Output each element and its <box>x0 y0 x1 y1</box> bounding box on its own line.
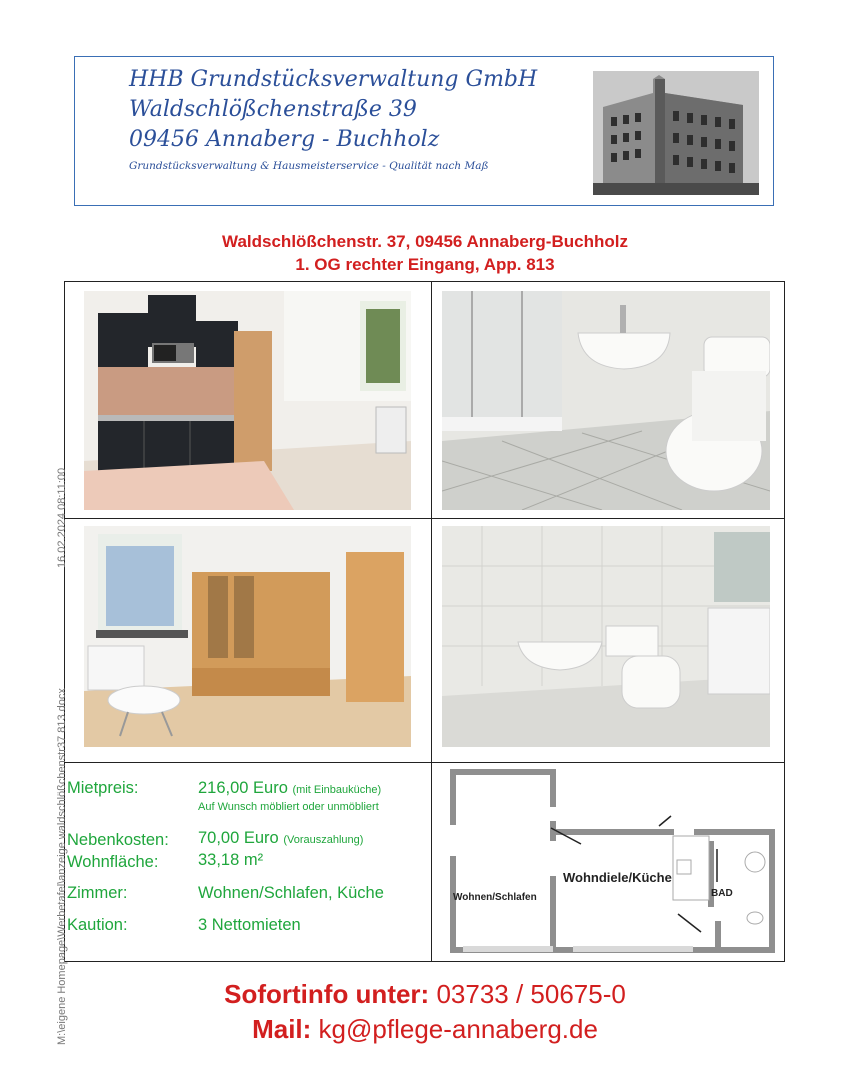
area-value: 33,18 m² <box>198 851 264 869</box>
listing-grid <box>64 281 785 962</box>
document-timestamp: 16.02.2024 08:11:00 <box>56 467 68 568</box>
listing-details <box>67 776 429 961</box>
company-name: HHB Grundstücksverwaltung GmbH <box>129 67 538 92</box>
company-city: 09456 Annaberg - Buchholz <box>129 127 440 152</box>
phone-number[interactable]: 03733 / 50675-0 <box>436 979 626 1009</box>
mail-address[interactable]: kg@pflege-annaberg.de <box>318 1014 598 1044</box>
company-slogan: Grundstücksverwaltung & Hausmeisterservice - Qualität nach Maß <box>129 160 489 172</box>
rent-label: Mietpreis: <box>67 779 139 797</box>
floorplan-room-bath: BAD <box>711 888 733 899</box>
deposit-label: Kaution: <box>67 916 128 934</box>
company-street: Waldschlößchenstraße 39 <box>129 97 417 122</box>
area-label: Wohnfläche: <box>67 853 159 871</box>
listing-unit: 1. OG rechter Eingang, App. 813 <box>295 255 555 274</box>
floor-plan <box>433 764 784 961</box>
bathroom-photo-1 <box>442 291 770 510</box>
living-room-photo <box>84 526 411 747</box>
costs-note: (Vorauszahlung) <box>283 834 364 846</box>
contact-mail-line <box>0 1013 850 1045</box>
grid-divider-2 <box>65 762 784 763</box>
company-header <box>74 56 774 206</box>
grid-divider-1 <box>65 518 784 519</box>
rent-note: (mit Einbauküche) <box>292 784 382 796</box>
grid-divider-vertical <box>431 282 432 961</box>
costs-value <box>198 829 363 848</box>
phone-label: Sofortinfo unter: <box>224 979 430 1009</box>
rooms-label: Zimmer: <box>67 884 128 902</box>
listing-address: Waldschlößchenstr. 37, 09456 Annaberg-Buchholz <box>222 232 628 251</box>
document-path: M:\eigene Homepage\Werbetafel\anzeige waldschlößchenstr37 813.docx <box>56 688 68 1045</box>
rent-subnote: Auf Wunsch möbliert oder unmöbliert <box>198 801 379 813</box>
costs-amount: 70,00 Euro <box>198 829 279 847</box>
floorplan-room-kitchen: Wohndiele/Küche <box>563 870 672 885</box>
rooms-value: Wohnen/Schlafen, Küche <box>198 884 384 902</box>
costs-label: Nebenkosten: <box>67 831 169 849</box>
bathroom-photo-2 <box>442 526 770 747</box>
deposit-value: 3 Nettomieten <box>198 916 301 934</box>
floorplan-room-living: Wohnen/Schlafen <box>453 892 537 903</box>
company-info <box>129 65 589 175</box>
rent-amount: 216,00 Euro <box>198 779 288 797</box>
mail-label: Mail: <box>252 1014 312 1044</box>
contact-phone-line <box>0 978 850 1010</box>
rent-value <box>198 779 381 798</box>
building-photo <box>593 71 759 195</box>
kitchen-photo <box>84 291 411 510</box>
